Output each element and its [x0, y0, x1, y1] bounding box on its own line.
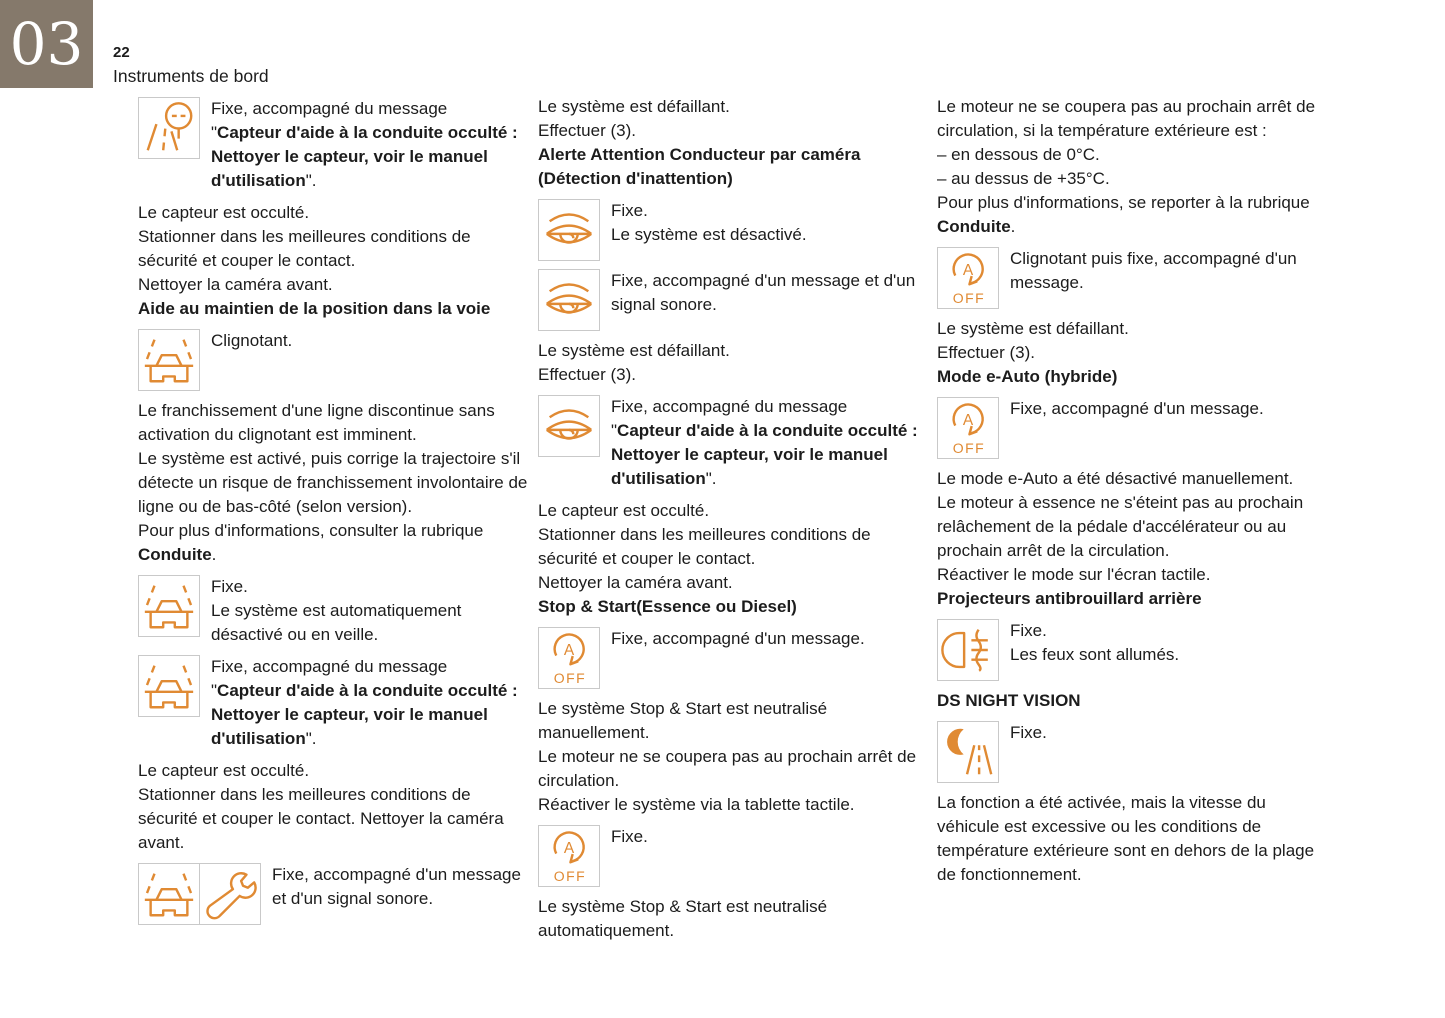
text-segment: Le système est défaillant. — [538, 341, 730, 360]
text-segment: Réactiver le mode sur l'écran tactile. — [937, 565, 1211, 584]
text-segment: Fixe, accompagné du message — [611, 397, 848, 416]
text-segment: Le système Stop & Start est neutralisé automatiquement. — [538, 897, 828, 940]
text-segment: Le moteur à essence ne s'éteint pas au prochain relâchement de la pédale d'accélérateur ou au prochain arrêt de la circulation. — [937, 493, 1304, 560]
a-off-icon — [937, 397, 999, 459]
indicator-description — [611, 395, 928, 491]
eye-icon — [538, 269, 600, 331]
a-off-icon — [937, 247, 999, 309]
paragraph — [138, 273, 528, 297]
text-segment: Le système Stop & Start est neutralisé manuellement. — [538, 699, 828, 742]
text-segment: Stationner dans les meilleures conditions de sécurité et couper le contact. Nettoyer la caméra avant. — [138, 785, 504, 852]
bold-text-segment: Capteur d'aide à la conduite occulté : Nettoyer le capteur, voir le manuel d'utilisation — [211, 681, 518, 748]
paragraph — [937, 467, 1327, 491]
road-sign-icon — [138, 97, 200, 159]
svg-text:A: A — [962, 412, 974, 430]
paragraph — [937, 791, 1327, 887]
paragraph — [138, 225, 528, 273]
a-off-icon — [538, 627, 600, 689]
night-vision-icon — [937, 721, 999, 783]
text-segment: " — [211, 681, 218, 700]
column-left — [138, 95, 528, 933]
text-segment: Réactiver le système via la tablette tactile. — [538, 795, 855, 814]
a-off-icon — [538, 825, 600, 887]
text-segment: Pour plus d'informations, se reporter à la rubrique — [937, 193, 1310, 212]
indicator-description — [1010, 247, 1327, 295]
section-heading: DS NIGHT VISION — [937, 691, 1081, 710]
description-line — [211, 97, 528, 121]
indicator-icon-group — [538, 825, 600, 887]
paragraph — [937, 563, 1327, 587]
bold-text-segment: Capteur d'aide à la conduite occulté : Nettoyer le capteur, voir le manuel d'utilisation — [211, 123, 518, 190]
fog-rear-icon — [937, 619, 999, 681]
text-segment: Le moteur ne se coupera pas au prochain arrêt de circulation, si la température extérieure est : — [937, 97, 1316, 140]
indicator-row — [538, 825, 928, 887]
car-lane-icon — [138, 655, 200, 717]
bold-text-segment: Conduite — [138, 545, 212, 564]
text-segment: Le système est désactivé. — [611, 225, 807, 244]
svg-text:A: A — [563, 642, 575, 660]
bold-text-segment: Conduite — [937, 217, 1011, 236]
indicator-icon-group — [538, 627, 600, 689]
text-segment: Les feux sont allumés. — [1010, 645, 1180, 664]
indicator-description — [211, 575, 528, 647]
indicator-row — [538, 269, 928, 331]
description-line — [611, 199, 928, 223]
eye-icon — [538, 395, 600, 457]
text-segment: Le système est défaillant. — [538, 97, 730, 116]
text-segment: Fixe, accompagné d'un message et d'un signal sonore. — [272, 865, 521, 908]
text-segment: Clignotant. — [211, 331, 293, 350]
text-segment: Effectuer (3). — [538, 365, 636, 384]
indicator-row — [937, 721, 1327, 783]
section-heading: Alerte Attention Conducteur par caméra (Détection d'inattention) — [538, 145, 861, 188]
indicator-description — [611, 627, 928, 651]
indicator-description — [272, 863, 528, 911]
indicator-row — [138, 97, 528, 193]
text-segment: Effectuer (3). — [937, 343, 1035, 362]
section-heading: Aide au maintien de la position dans la voie — [138, 299, 491, 318]
indicator-row — [138, 655, 528, 751]
indicator-description — [1010, 397, 1327, 421]
text-segment: Stationner dans les meilleures conditions de sécurité et couper le contact. — [538, 525, 871, 568]
text-segment: Fixe. — [611, 201, 648, 220]
svg-text:OFF: OFF — [952, 290, 986, 307]
svg-text:A: A — [962, 262, 974, 280]
chapter-tab — [0, 0, 93, 88]
indicator-icon-group — [138, 655, 200, 717]
indicator-icon-group — [538, 395, 600, 457]
paragraph — [937, 191, 1327, 239]
text-segment: Le mode e-Auto a été désactivé manuellement. — [937, 469, 1294, 488]
description-line — [1010, 397, 1327, 421]
indicator-icon-group — [937, 397, 999, 459]
car-lane-icon — [138, 863, 200, 925]
paragraph — [538, 745, 928, 793]
text-segment: Le système est activé, puis corrige la trajectoire s'il détecte un risque de franchissement involontaire de ligne ou de bas-côté (selon version). — [138, 449, 528, 516]
text-segment: Le capteur est occulté. — [138, 203, 310, 222]
text-segment: Fixe, accompagné d'un message. — [1010, 399, 1264, 418]
text-segment: La fonction a été activée, mais la vitesse du véhicule est excessive ou les conditions de température extérieure sont en dehors de la plage de fonctionnement. — [937, 793, 1315, 884]
text-segment: Fixe, accompagné d'un message. — [611, 629, 865, 648]
section-title: Instruments de bord — [113, 66, 269, 86]
description-line — [611, 419, 928, 491]
indicator-description — [211, 655, 528, 751]
indicator-description — [611, 199, 928, 247]
text-segment: – en dessous de 0°C. — [937, 145, 1100, 164]
indicator-description — [211, 97, 528, 193]
description-line — [1010, 643, 1327, 667]
text-segment: Le capteur est occulté. — [538, 501, 710, 520]
text-segment: Fixe. — [611, 827, 648, 846]
indicator-icon-group — [138, 97, 200, 159]
paragraph — [138, 783, 528, 855]
description-line — [611, 269, 928, 317]
paragraph — [138, 447, 528, 519]
text-segment: Fixe, accompagné du message — [211, 657, 448, 676]
svg-text:OFF: OFF — [553, 868, 587, 885]
section-heading: Mode e-Auto (hybride) — [937, 367, 1118, 386]
text-segment: Le capteur est occulté. — [138, 761, 310, 780]
paragraph — [538, 793, 928, 817]
indicator-row — [538, 395, 928, 491]
description-line — [611, 627, 928, 651]
indicator-row — [538, 199, 928, 261]
text-segment: – au dessus de +35°C. — [937, 169, 1110, 188]
text-segment: Fixe. — [1010, 621, 1047, 640]
indicator-icon-group — [937, 721, 999, 783]
text-segment: Pour plus d'informations, consulter la rubrique — [138, 521, 484, 540]
car-lane-icon — [138, 575, 200, 637]
text-segment: Le système est automatiquement désactivé ou en veille. — [211, 601, 462, 644]
indicator-icon-group — [538, 199, 600, 261]
text-segment: Le franchissement d'une ligne discontinue sans activation du clignotant est imminent. — [138, 401, 495, 444]
paragraph — [937, 143, 1327, 167]
paragraph — [538, 697, 928, 745]
paragraph — [538, 119, 928, 143]
page-number: 22 — [113, 44, 130, 61]
paragraph — [138, 399, 528, 447]
indicator-description — [1010, 721, 1327, 745]
svg-text:A: A — [563, 840, 575, 858]
column-middle — [538, 95, 928, 943]
text-segment: Fixe. — [211, 577, 248, 596]
text-segment: ". — [705, 469, 717, 488]
text-segment: . — [211, 545, 217, 564]
indicator-icon-group — [138, 575, 200, 637]
indicator-row — [538, 627, 928, 689]
indicator-description — [611, 825, 928, 849]
paragraph — [937, 95, 1327, 143]
chapter-number: 03 — [9, 10, 84, 78]
indicator-icon-group — [937, 247, 999, 309]
text-segment: Le système est défaillant. — [937, 319, 1129, 338]
eye-icon — [538, 199, 600, 261]
text-segment: . — [1010, 217, 1016, 236]
paragraph — [138, 201, 528, 225]
indicator-icon-group — [937, 619, 999, 681]
text-segment: Fixe, accompagné d'un message et d'un signal sonore. — [611, 271, 916, 314]
indicator-row — [937, 397, 1327, 459]
description-line — [1010, 619, 1327, 643]
text-segment: ". — [305, 729, 317, 748]
paragraph — [937, 167, 1327, 191]
description-line — [611, 395, 928, 419]
indicator-icon-group — [138, 863, 261, 925]
indicator-description — [1010, 619, 1327, 667]
paragraph — [538, 895, 928, 943]
text-segment: Fixe, accompagné du message — [211, 99, 448, 118]
text-segment: " — [211, 123, 218, 142]
description-line — [211, 121, 528, 193]
paragraph — [538, 95, 928, 119]
car-lane-icon — [138, 329, 200, 391]
indicator-row — [937, 247, 1327, 309]
text-segment: Nettoyer la caméra avant. — [538, 573, 733, 592]
bold-text-segment: Capteur d'aide à la conduite occulté : Nettoyer le capteur, voir le manuel d'utilisation — [611, 421, 918, 488]
text-segment: Clignotant puis fixe, accompagné d'un message. — [1010, 249, 1297, 292]
indicator-description — [211, 329, 528, 353]
text-segment: ". — [305, 171, 317, 190]
text-segment: Effectuer (3). — [538, 121, 636, 140]
text-segment: Nettoyer la caméra avant. — [138, 275, 333, 294]
text-segment: Fixe. — [1010, 723, 1047, 742]
paragraph — [937, 317, 1327, 341]
paragraph — [937, 491, 1327, 563]
indicator-row — [138, 863, 528, 925]
column-right — [937, 95, 1327, 887]
text-segment: " — [611, 421, 618, 440]
text-segment: Stationner dans les meilleures conditions de sécurité et couper le contact. — [138, 227, 471, 270]
description-line — [211, 599, 528, 647]
paragraph — [538, 499, 928, 523]
indicator-icon-group — [538, 269, 600, 331]
paragraph — [937, 341, 1327, 365]
svg-text:OFF: OFF — [553, 670, 587, 687]
paragraph — [538, 339, 928, 363]
section-heading: Stop & Start(Essence ou Diesel) — [538, 597, 797, 616]
description-line — [611, 825, 928, 849]
svg-text:OFF: OFF — [952, 440, 986, 457]
description-line — [211, 655, 528, 679]
indicator-row — [138, 329, 528, 391]
paragraph — [138, 519, 528, 567]
paragraph — [538, 363, 928, 387]
description-line — [1010, 247, 1327, 295]
indicator-row — [138, 575, 528, 647]
section-heading: Projecteurs antibrouillard arrière — [937, 589, 1202, 608]
description-line — [211, 575, 528, 599]
description-line — [211, 679, 528, 751]
paragraph — [138, 759, 528, 783]
description-line — [611, 223, 928, 247]
paragraph — [538, 571, 928, 595]
indicator-icon-group — [138, 329, 200, 391]
indicator-description — [611, 269, 928, 317]
description-line — [272, 863, 528, 911]
indicator-row — [937, 619, 1327, 681]
description-line — [211, 329, 528, 353]
description-line — [1010, 721, 1327, 745]
paragraph — [538, 523, 928, 571]
text-segment: Le moteur ne se coupera pas au prochain arrêt de circulation. — [538, 747, 917, 790]
wrench-icon — [199, 863, 261, 925]
